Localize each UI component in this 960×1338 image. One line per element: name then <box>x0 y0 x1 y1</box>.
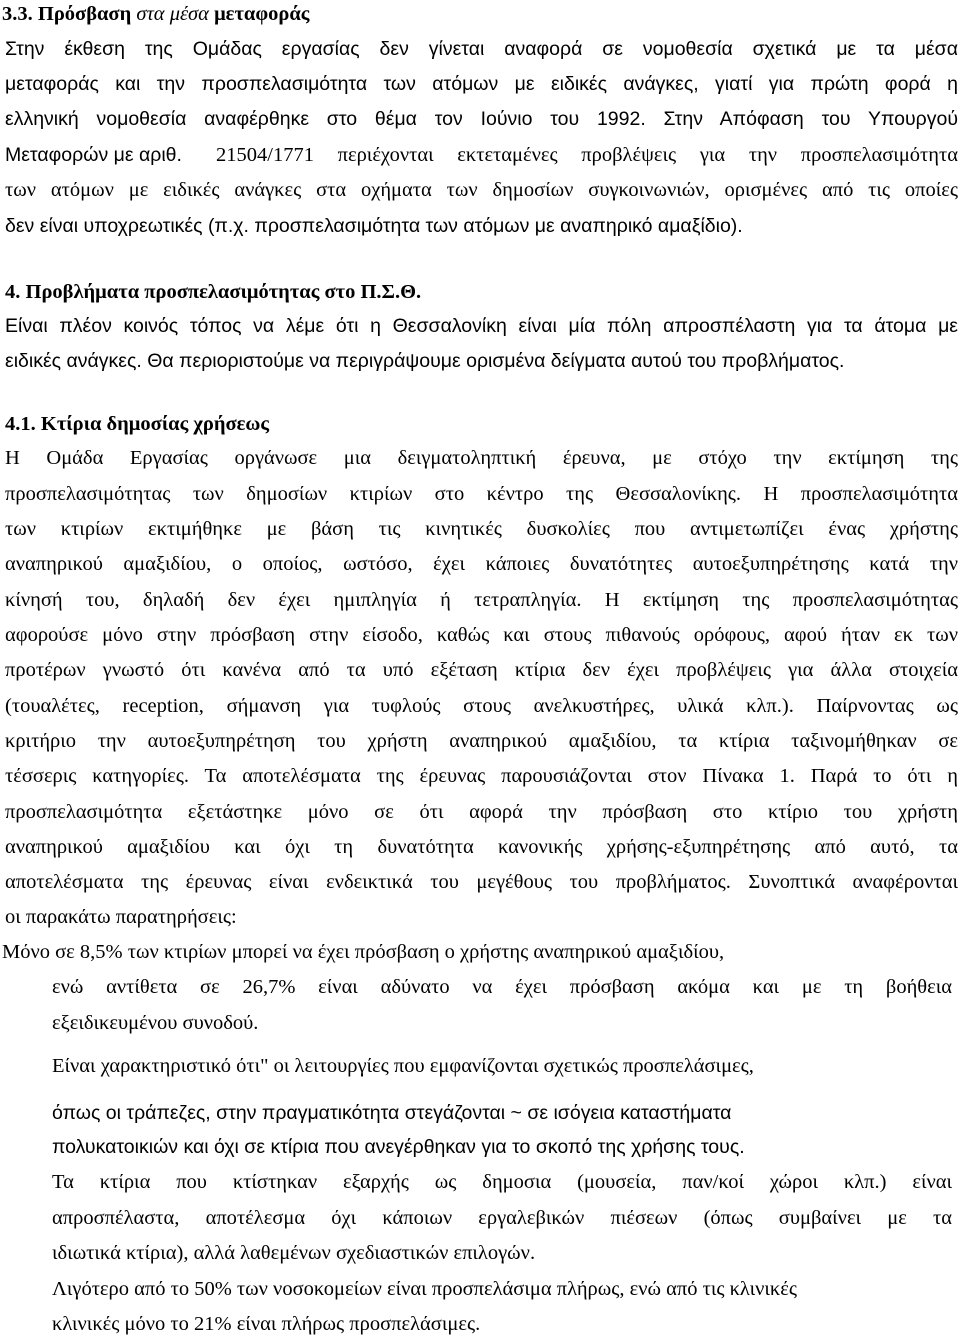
paragraph-line: ειδικές ανάγκες. Θα περιοριστούμε να περιγράψουμε ορισμένα δείγματα αυτού του προβλήματος. <box>5 350 845 372</box>
paragraph-line: οι παρακάτω παρατηρήσεις: <box>5 906 237 928</box>
paragraph-line: αποτελέσματα της έρευνας είναι ενδεικτικά του μεγέθους του προβλήματος. Συνοπτικά αναφέρονται <box>5 871 958 893</box>
paragraph-line: αναπηρικού αμαξιδίου και όχι τη δυνατότητα κανονικής χρήσης-εξυπηρέτησης από αυτό, τα <box>5 836 958 858</box>
heading-text-italic: στα μέσα <box>136 3 209 25</box>
observation-line: Μόνο σε 8,5% των κτιρίων μπορεί να έχει πρόσβαση ο χρήστης αναπηρικού αμαξιδίου, <box>2 941 725 963</box>
paragraph-line: κριτήριο την αυτοεξυπηρέτηση του χρήστη αναπηρικού αμαξιδίου, τα κτίρια ταξινομήθηκαν σε <box>5 730 958 752</box>
observation-line: εξειδικευμένου συνοδού. <box>52 1012 259 1034</box>
paragraph-line: των ατόμων με ειδικές ανάγκες στα οχήματα των δημοσίων συγκοινωνιών, ορισμένες από τις οποίες <box>5 179 958 201</box>
observation-line: Λιγότερο από το 50% των νοσοκομείων είναι προσπελάσιμα πλήρως, ενώ από τις κλινικές <box>52 1278 797 1300</box>
paragraph-line: προσπελασιμότητας των δημοσίων κτιρίων στο κέντρο της Θεσσαλονίκης. Η προσπελασιμότητα <box>5 483 958 505</box>
paragraph-line: Είναι πλέον κοινός τόπος να λέμε ότι η Θεσσαλονίκη είναι μία πόλη απροσπέλαστη για τα άτομα με <box>5 315 958 337</box>
paragraph-line: προτέρων γνωστό ότι κανένα από τα υπό εξέταση κτίρια δεν έχει προβλέψεις για άλλα στοιχεία <box>5 659 958 681</box>
paragraph-line: δεν είναι υποχρεωτικές (π.χ. προσπελασιμότητα των ατόμων με αναπηρικό αμαξίδιο). <box>5 215 743 237</box>
heading-text-b: μεταφοράς <box>214 3 310 25</box>
heading-number: 3.3. <box>2 3 33 25</box>
paragraph-line: αναπηρικού αμαξιδίου, ο οποίος, ωστόσο, έχει κάποιες δυνατότητες αυτοεξυπηρέτησης κατά την <box>5 553 958 575</box>
heading-text-a: Πρόσβαση <box>37 3 132 25</box>
observation-line: όπως οι τράπεζες, στην πραγματικότητα στεγάζονται ~ σε ισόγεια καταστήματα <box>52 1102 732 1124</box>
observation-line: απροσπέλαστα, αποτέλεσμα όχι κάποιων εργαλεβικών πιέσεων (όπως συμβαίνει με τα <box>52 1207 952 1229</box>
paragraph-line: Η Ομάδα Εργασίας οργάνωσε μια δειγματοληπτική έρευνα, με στόχο την εκτίμηση της <box>5 447 958 469</box>
observation-line: Είναι χαρακτηριστικό ότι" οι λειτουργίες που εμφανίζονται σχετικώς προσπελάσιμες, <box>52 1055 754 1077</box>
paragraph-line: Στην έκθεση της Ομάδας εργασίας δεν γίνεται αναφορά σε νομοθεσία σχετικά με τα μέσα <box>5 38 958 60</box>
paragraph-line: αφορούσε μόνο στην πρόσβαση στην είσοδο, καθώς και στους πιθανούς ορόφους, αφού ήταν εκ των <box>5 624 958 646</box>
paragraph-line: των κτιρίων εκτιμήθηκε με βάση τις κινητικές δυσκολίες που αντιμετωπίζει ένας χρήστης <box>5 518 958 540</box>
section-heading-3-3 <box>2 2 309 26</box>
paragraph-line: (τουαλέτες, reception, σήμανση για τυφλούς στους ανελκυστήρες, υλικά κλπ.). Παίρνοντας ως <box>5 695 958 717</box>
observation-line: ενώ αντίθετα σε 26,7% είναι αδύνατο να έχει πρόσβαση ακόμα και με τη βοήθεια <box>52 976 952 998</box>
paragraph-line: ελληνική νομοθεσία αναφέρθηκε στο θέμα τον Ιούνιο του 1992. Στην Απόφαση του Υπουργού <box>5 108 958 130</box>
section-heading-4: 4. Προβλήματα προσπελασιμότητας στο Π.Σ.Θ. <box>5 281 422 303</box>
observation-line: ιδιωτικά κτίρια), αλλά λαθεμένων σχεδιαστικών επιλογών. <box>52 1242 536 1264</box>
observation-line: Τα κτίρια που κτίστηκαν εξαρχής ως δημοσια (μουσεία, παν/κοί χώροι κλπ.) είναι <box>52 1171 952 1193</box>
paragraph-line: 21504/1771 περιέχονται εκτεταμένες προβλέψεις για την προσπελασιμότητα <box>216 144 958 166</box>
paragraph-line: μεταφοράς και την προσπελασιμότητα των ατόμων με ειδικές ανάγκες, γιατί για πρώτη φορά η <box>5 73 958 95</box>
paragraph-line: Μεταφορών με αριθ. <box>5 144 182 166</box>
section-heading-4-1: 4.1. Κτίρια δημοσίας χρήσεως <box>5 413 270 435</box>
paragraph-line: τέσσερις κατηγορίες. Τα αποτελέσματα της έρευνας παρουσιάζονται στον Πίνακα 1. Παρά το ότι η <box>5 765 958 787</box>
paragraph-line: κίνησή του, δηλαδή δεν έχει ημιπληγία ή τετραπληγία. Η εκτίμηση της προσπελασιμότητας <box>5 589 958 611</box>
observation-line: πολυκατοικιών και όχι σε κτίρια που ανεγέρθηκαν για το σκοπό της χρήσης τους. <box>52 1136 745 1158</box>
paragraph-line: προσπελασιμότητα εξετάστηκε μόνο σε ότι αφορά την πρόσβαση στο κτίριο του χρήστη <box>5 801 958 823</box>
observation-line: κλινικές μόνο το 21% είναι πλήρως προσπελάσιμες. <box>52 1313 481 1335</box>
